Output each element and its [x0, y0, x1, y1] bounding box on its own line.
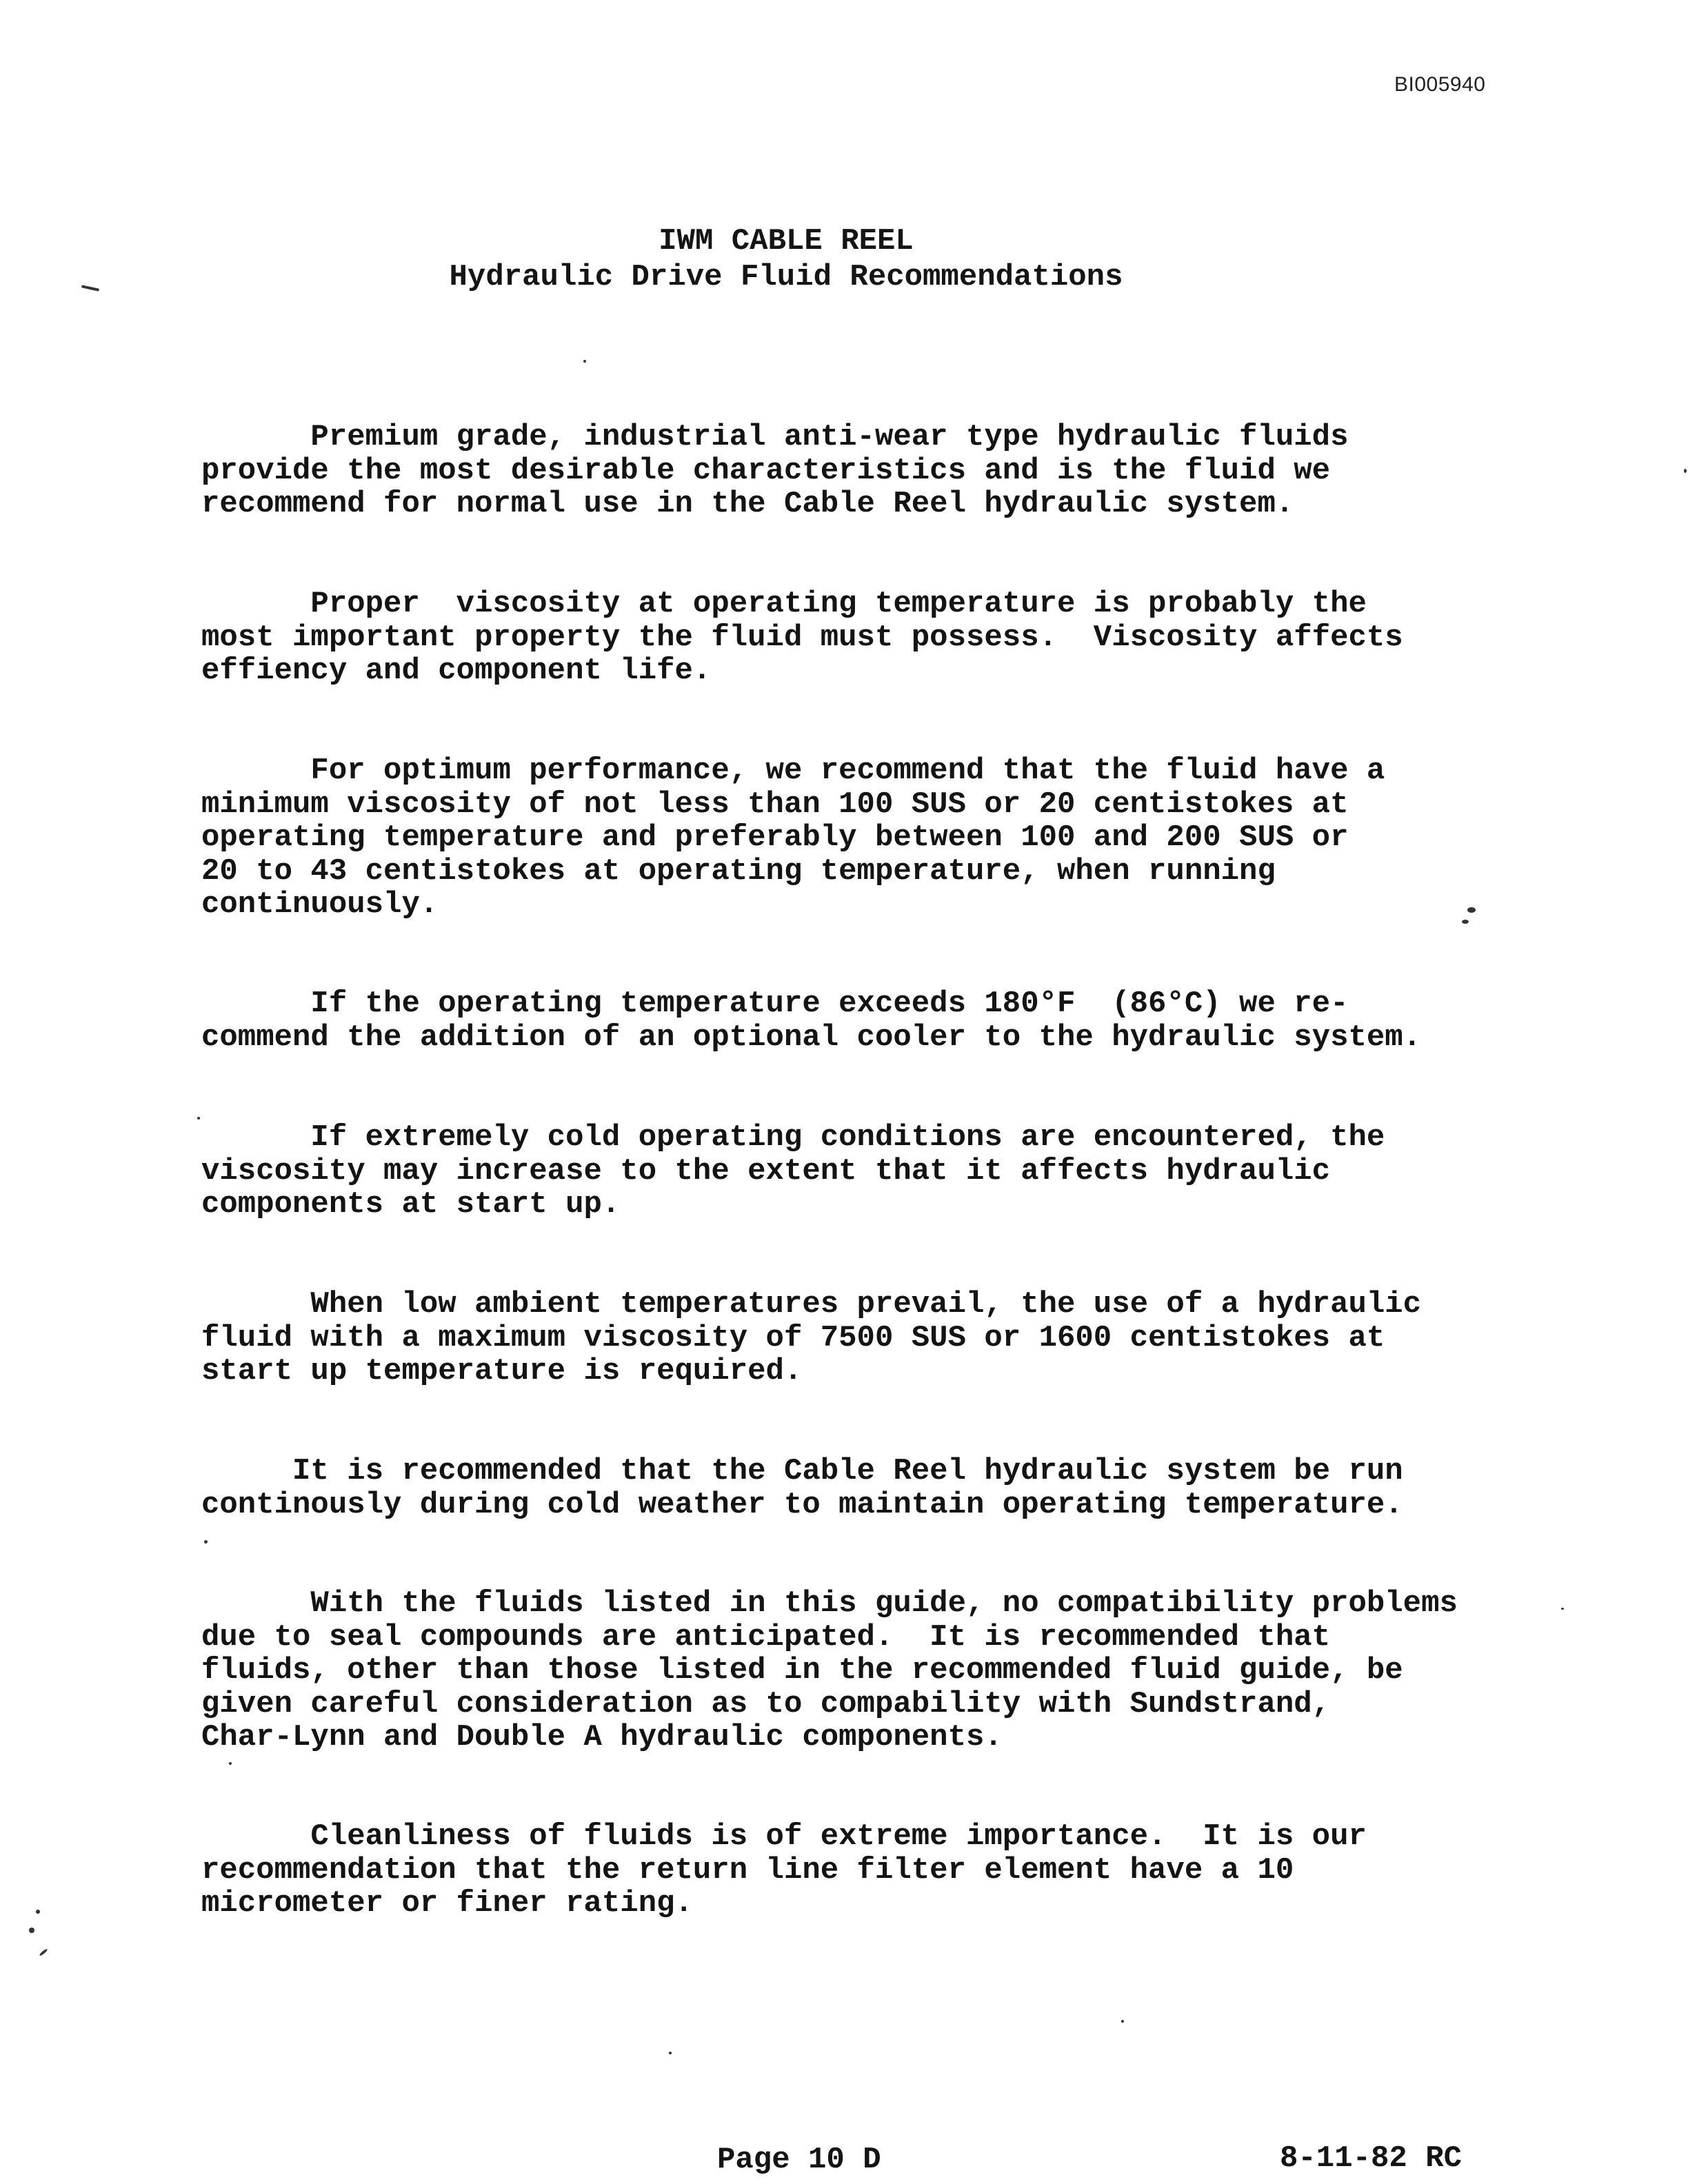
scan-mark	[36, 1910, 40, 1914]
paragraph-compatibility: With the fluids listed in this guide, no compatibility problems due to seal compounds are anticipated. It is recommended that fluids, other than those listed in the recommended fluid guide, be given careful consideration as to compability with Sundstrand, Char-Lynn and Double A hydraulic components.	[201, 1586, 1458, 1755]
scan-mark	[669, 2052, 672, 2054]
paragraph-optimum-performance: For optimum performance, we recommend that the fluid have a minimum viscosity of not less than 100 SUS or 20 centistokes at operating temperature and preferably between 100 and 200 SUS or 20 to 43 centistokes at operating temperature, when running continuously.	[201, 754, 1385, 922]
scan-mark	[1462, 920, 1469, 924]
document-id: BI005940	[1394, 73, 1486, 96]
paragraph-cold-conditions: If extremely cold operating conditions are encountered, the viscosity may increase to the extent that it affects hydraulic components at start up.	[201, 1120, 1385, 1222]
title-line-2: Hydraulic Drive Fluid Recommendations	[449, 260, 1123, 294]
scan-mark	[197, 1117, 200, 1120]
scan-mark	[1684, 469, 1687, 473]
paragraph-low-ambient: When low ambient temperatures prevail, the use of a hydraulic fluid with a maximum viscosity of 7500 SUS or 1600 centistokes at start up temperature is required.	[201, 1287, 1422, 1388]
paragraph-premium-grade: Premium grade, industrial anti-wear type hydraulic fluids provide the most desirable characteristics and is the fluid we recommend for normal use in the Cable Reel hydraulic system.	[201, 420, 1349, 521]
scan-mark	[583, 360, 586, 363]
scan-mark	[1467, 907, 1476, 913]
footer-date: 8-11-82 RC	[1280, 2141, 1463, 2176]
paragraph-operating-temperature: If the operating temperature exceeds 180°F (86°C) we re- commend the addition of an optional cooler to the hydraulic system.	[201, 987, 1422, 1055]
paragraph-continuous-run: It is recommended that the Cable Reel hydraulic system be run continously during cold weather to maintain operating temperature.	[201, 1454, 1403, 1522]
scan-mark	[204, 1540, 208, 1544]
page-title	[0, 223, 1572, 295]
scan-mark	[39, 1948, 48, 1957]
scan-mark	[29, 1928, 34, 1933]
title-line-1: IWM CABLE REEL	[659, 224, 914, 259]
paragraph-proper-viscosity: Proper viscosity at operating temperature is probably the most important property the fluid must possess. Viscosity affects effiency and component life.	[201, 587, 1403, 688]
scan-mark	[1561, 1608, 1564, 1610]
paragraph-cleanliness: Cleanliness of fluids is of extreme importance. It is our recommendation that the return line filter element have a 10 micrometer or finer rating.	[201, 1819, 1367, 1921]
scan-mark	[1121, 2020, 1124, 2023]
footer-page-number: Page 10 D	[717, 2143, 881, 2177]
scan-mark	[229, 1762, 232, 1765]
